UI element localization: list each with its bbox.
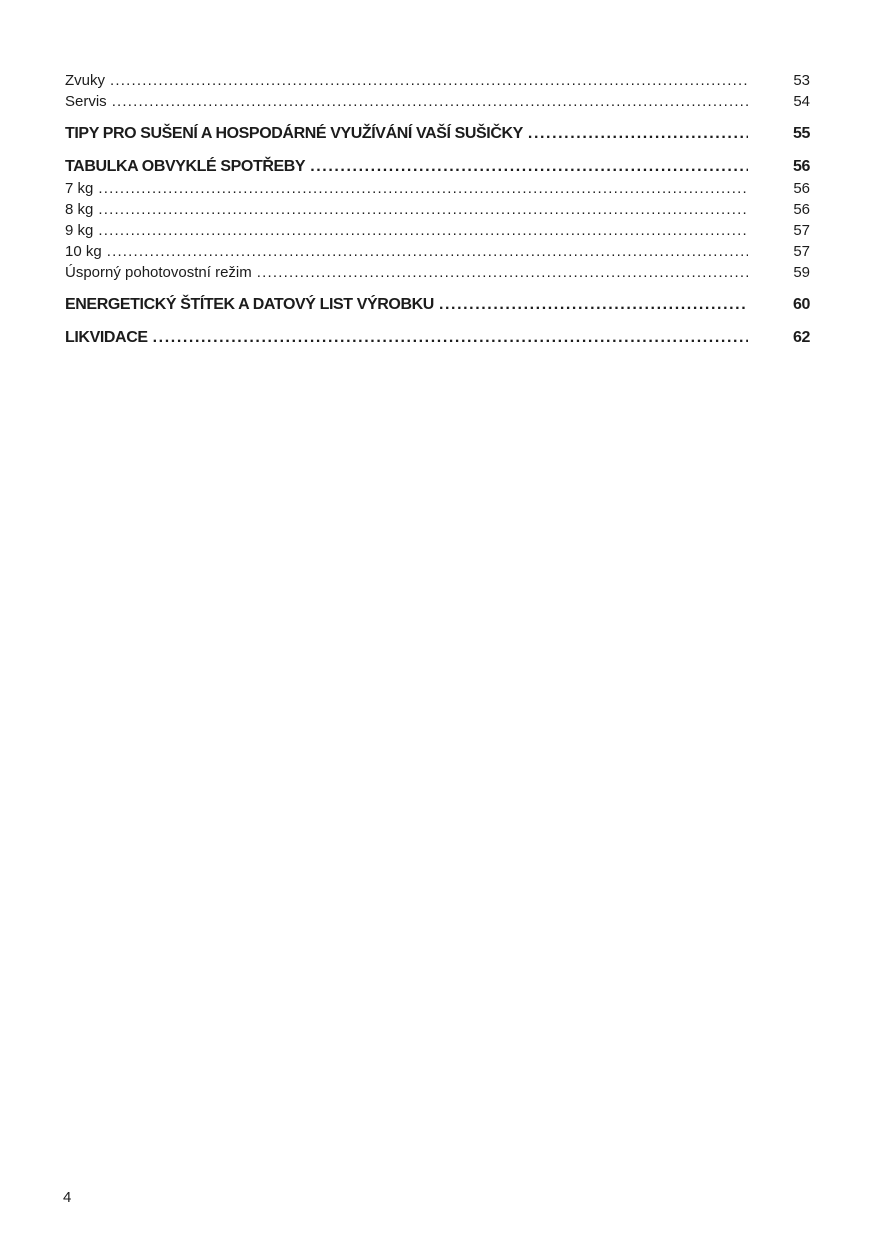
toc-entry bbox=[65, 294, 810, 316]
toc-entry bbox=[65, 178, 810, 199]
toc-entry-label: ENERGETICKÝ ŠTÍTEK A DATOVÝ LIST VÝROBKU bbox=[65, 296, 434, 313]
toc-entry bbox=[65, 241, 810, 262]
dot-leader bbox=[98, 220, 748, 241]
toc-entry bbox=[65, 123, 810, 145]
toc-entry-label: Zvuky bbox=[65, 72, 106, 89]
toc-entry-page: 56 bbox=[793, 201, 810, 218]
toc-entry-page: 54 bbox=[793, 93, 810, 110]
toc-entry-page: 59 bbox=[793, 264, 810, 281]
page-footer-number: 4 bbox=[63, 1189, 72, 1206]
toc-entry bbox=[65, 199, 810, 220]
dot-leader bbox=[310, 156, 748, 178]
toc-entry bbox=[65, 262, 810, 283]
toc-entry-label: 9 kg bbox=[65, 222, 94, 239]
toc-entry-page: 55 bbox=[793, 125, 810, 142]
toc-entry-page: 57 bbox=[793, 243, 810, 260]
dot-leader bbox=[112, 91, 748, 112]
toc-entry-label: 7 kg bbox=[65, 180, 94, 197]
toc-entry bbox=[65, 220, 810, 241]
toc-entry-label: 8 kg bbox=[65, 201, 94, 218]
toc-entry-page: 62 bbox=[793, 329, 810, 346]
dot-leader bbox=[439, 294, 748, 316]
toc-entry-page: 53 bbox=[793, 72, 810, 89]
toc-entry bbox=[65, 327, 810, 349]
dot-leader bbox=[110, 70, 748, 91]
dot-leader bbox=[528, 123, 748, 145]
toc-entry bbox=[65, 70, 810, 91]
dot-leader bbox=[153, 327, 748, 349]
toc-entry-page: 57 bbox=[793, 222, 810, 239]
dot-leader bbox=[98, 178, 748, 199]
toc-entry-label: TIPY PRO SUŠENÍ A HOSPODÁRNÉ VYUŽÍVÁNÍ VAŠÍ SUŠIČKY bbox=[65, 125, 523, 142]
toc-entry bbox=[65, 156, 810, 178]
toc-entry-label: 10 kg bbox=[65, 243, 102, 260]
toc-entry-label: TABULKA OBVYKLÉ SPOTŘEBY bbox=[65, 158, 306, 175]
toc-entry-label: Úsporný pohotovostní režim bbox=[65, 264, 252, 281]
dot-leader bbox=[98, 199, 748, 220]
toc-entry-page: 56 bbox=[793, 158, 810, 175]
table-of-contents bbox=[65, 70, 810, 349]
toc-entry-label: Servis bbox=[65, 93, 107, 110]
toc-entry bbox=[65, 91, 810, 112]
toc-entry-label: LIKVIDACE bbox=[65, 329, 148, 346]
toc-entry-page: 56 bbox=[793, 180, 810, 197]
dot-leader bbox=[107, 241, 748, 262]
toc-entry-page: 60 bbox=[793, 296, 810, 313]
dot-leader bbox=[257, 262, 748, 283]
